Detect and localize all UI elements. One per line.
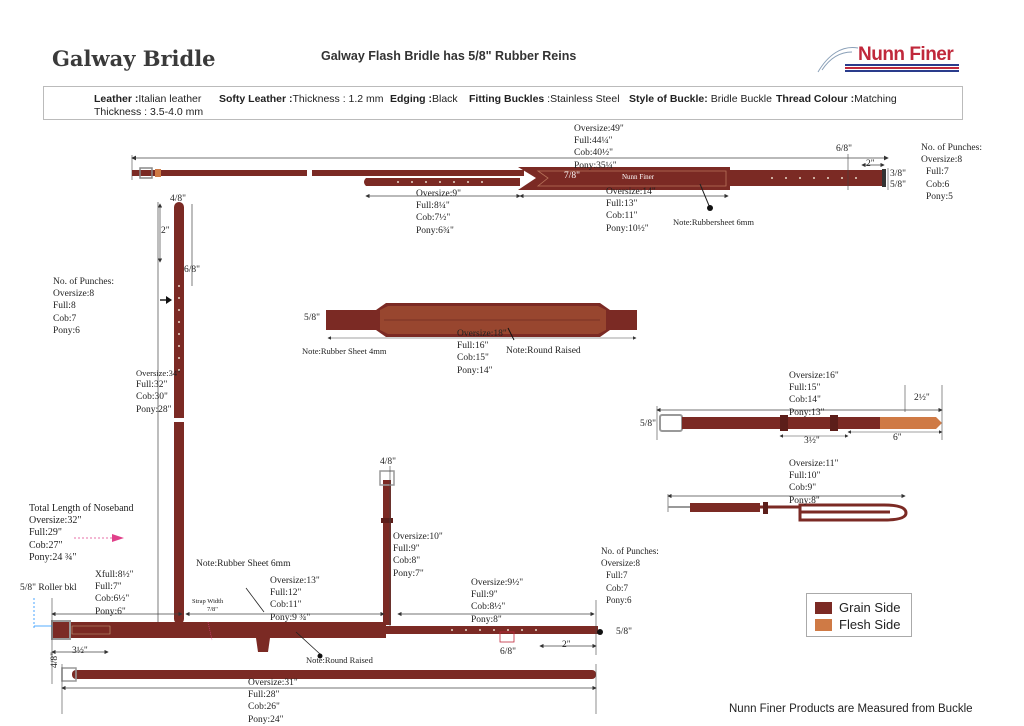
noseband-punches: No. of Punches: Oversize:8 Full:7 Cob:7 Pony:6: [601, 546, 659, 605]
browband-w-58: 5/8": [304, 313, 321, 323]
spec-style: Style of Buckle: Bridle Buckle: [629, 93, 772, 105]
page-title: Galway Bridle: [52, 46, 216, 71]
legend-flesh-label: Flesh Side: [839, 617, 901, 632]
browband-note-right: Note:Round Raised: [506, 346, 581, 356]
brand-name: Nunn Finer: [858, 44, 954, 65]
reins-drawing: [132, 154, 888, 211]
headpiece-punches: No. of Punches: Oversize:8 Full:8 Cob:7 Pony:6: [53, 277, 114, 336]
reins-brand-tag: Nunn Finer: [622, 173, 655, 181]
spec-fitting: Fitting Buckles :Stainless Steel: [469, 93, 620, 105]
reins-sizes: Oversize:49" Full:44¼" Cob:40½" Pony:35¼": [574, 124, 624, 171]
spec-thread: Thread Colour :Matching: [776, 93, 897, 105]
browband-sizes: Oversize:18" Full:16" Cob:15" Pony:14": [457, 329, 507, 376]
noseband-len-312: 3½": [72, 646, 88, 656]
spec-box: [43, 86, 963, 120]
throatlash-sizes: Oversize:11" Full:10" Cob:9" Pony:8": [789, 459, 839, 506]
flash-len-212: 2½": [914, 393, 930, 403]
headpiece-w-68: 6/8": [184, 265, 201, 275]
legend-grain-label: Grain Side: [839, 600, 901, 615]
noseband-note-rubber: Note:Rubber Sheet 6mm: [196, 559, 291, 569]
legend-grain-swatch: [815, 602, 832, 614]
noseband-flash-sizes: Oversize:31" Full:28" Cob:26" Pony:24": [248, 678, 298, 725]
spec-leather: Leather :Italian leather Thickness : 3.5-4.0 mm: [94, 93, 204, 118]
noseband-mid-sizes: Oversize:13" Full:12" Cob:11" Pony:9 ¾": [270, 576, 320, 623]
flash-len-6: 6": [893, 433, 902, 443]
spec-edging: Edging :Black: [390, 93, 458, 105]
headpiece-w-48: 4/8": [170, 194, 187, 204]
browband-note-left: Note:Rubber Sheet 4mm: [302, 346, 387, 356]
noseband-total: Total Length of Noseband Oversize:32" Full:29" Cob:27" Pony:24 ¾": [29, 503, 134, 563]
reins-w-38: 3/8": [890, 169, 907, 179]
noseband-roller: 5/8" Roller bkl: [20, 583, 77, 593]
noseband-w-68: 6/8": [500, 647, 517, 657]
headpiece-sizes: Oversize:34" Full:32" Cob:30" Pony:28": [136, 368, 181, 415]
footer-note: Nunn Finer Products are Measured from Buckle: [729, 703, 973, 715]
noseband-note-round: Note:Round Raised: [306, 655, 373, 665]
legend-flesh: [815, 617, 900, 632]
reins-mid-sizes: Oversize:14" Full:13" Cob:11" Pony:10½": [606, 187, 656, 234]
reins-left-sizes: Oversize:9" Full:8¼" Cob:7½" Pony:6¾": [416, 189, 462, 236]
noseband-strap-width: Strap Width 7/8": [192, 598, 224, 613]
page-subtitle: Galway Flash Bridle has 5/8" Rubber Reins: [321, 49, 577, 63]
legend: [806, 593, 912, 637]
flash-len-312: 3½": [804, 436, 820, 446]
reins-width-68: 6/8": [836, 144, 853, 154]
reins-w-58: 5/8": [890, 180, 907, 190]
flash-w-58: 5/8": [640, 419, 657, 429]
reins-punches: No. of Punches: Oversize:8 Full:7 Cob:6 Pony:5: [921, 143, 982, 202]
noseband-right-sizes: Oversize:9½" Full:9" Cob:8½" Pony:8": [471, 578, 524, 625]
legend-grain: [815, 600, 900, 615]
noseband-flash-w-48: 4/8": [50, 651, 60, 668]
legend-flesh-swatch: [815, 619, 832, 631]
noseband-w-58: 5/8": [616, 627, 633, 637]
reins-len-2: 2": [866, 159, 875, 169]
headpiece-len-2: 2": [161, 226, 170, 236]
noseband-len-2: 2": [562, 640, 571, 650]
flash-strap-sizes: Oversize:16" Full:15" Cob:14" Pony:13": [789, 371, 839, 418]
noseband-drop-w-48: 4/8": [380, 457, 397, 467]
noseband-left-sizes: Xfull:8½" Full:7" Cob:6½" Pony:6": [95, 570, 134, 617]
spec-softy: Softy Leather :Thickness : 1.2 mm: [219, 93, 384, 105]
reins-width-label: 7/8": [564, 171, 581, 181]
throatlash-drawing: [668, 494, 906, 520]
noseband-drop-sizes: Oversize:10" Full:9" Cob:8" Pony:7": [393, 532, 443, 579]
reins-note: Note:Rubbersheet 6mm: [673, 217, 754, 227]
